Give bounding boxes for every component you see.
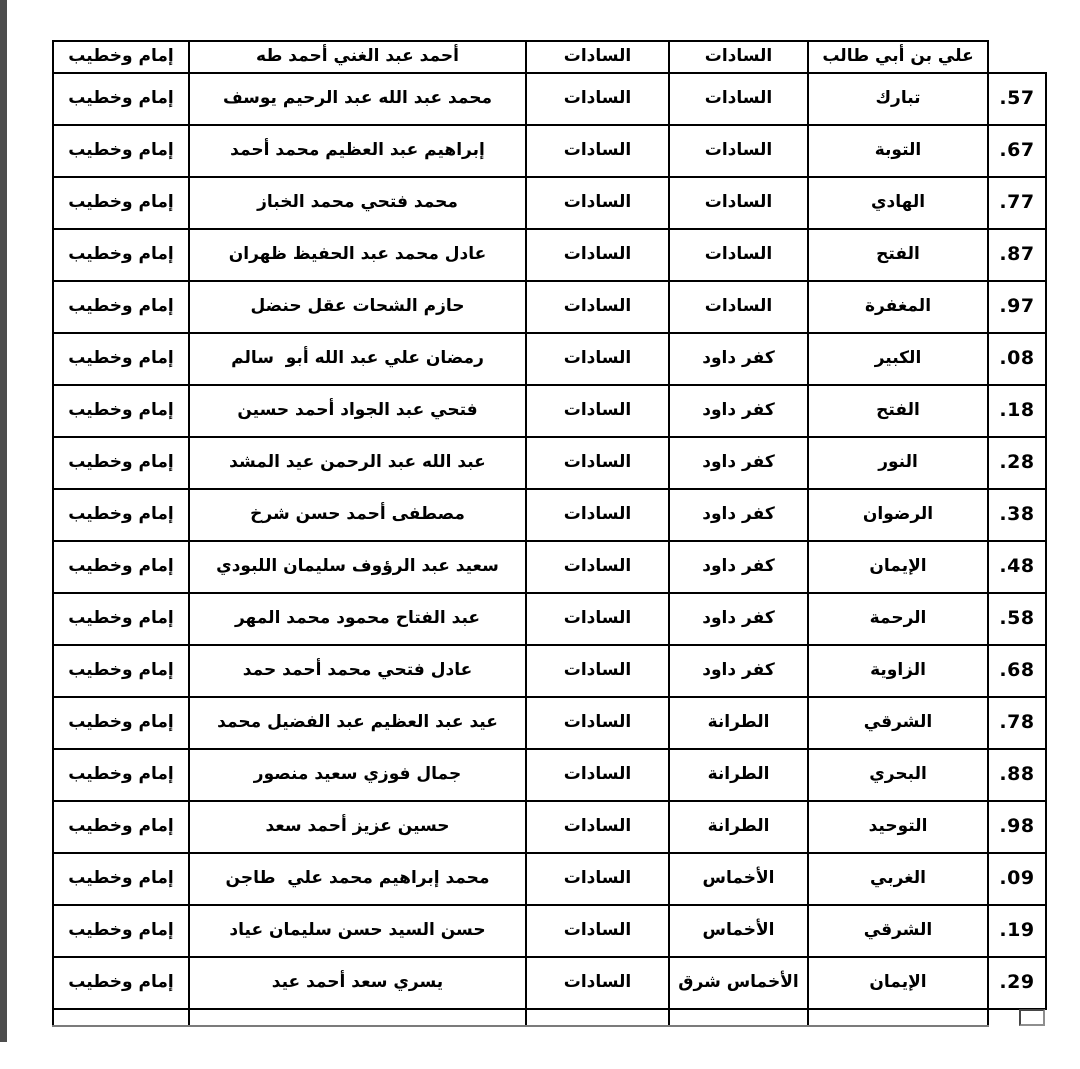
number-cell bbox=[988, 489, 1046, 541]
table-row bbox=[53, 593, 1046, 645]
job-cell: إمام وخطيب bbox=[53, 645, 189, 697]
administration-cell: السادات bbox=[526, 177, 669, 229]
name-cell: سعيد عبد الرؤوف سليمان اللبودي bbox=[189, 541, 526, 593]
district-cell: الأخماس bbox=[669, 905, 808, 957]
number-cell bbox=[988, 229, 1046, 281]
district-cell: السادات bbox=[669, 281, 808, 333]
mosque-cell: النور bbox=[808, 437, 988, 489]
administration-cell: السادات bbox=[526, 541, 669, 593]
name-cell: عادل فتحي محمد أحمد حمد bbox=[189, 645, 526, 697]
table-row bbox=[53, 645, 1046, 697]
mosque-cell: الغربي bbox=[808, 853, 988, 905]
number-cell bbox=[988, 957, 1046, 1009]
name-cell: حسن السيد حسن سليمان عياد bbox=[189, 905, 526, 957]
district-cell: السادات bbox=[669, 177, 808, 229]
row-number: .57 bbox=[999, 87, 1035, 110]
administration-cell: السادات bbox=[526, 333, 669, 385]
number-cell bbox=[988, 541, 1046, 593]
district-cell: السادات bbox=[669, 73, 808, 125]
row-number: .77 bbox=[999, 191, 1035, 214]
imams-table-body bbox=[53, 41, 1046, 1026]
row-number: .28 bbox=[999, 451, 1035, 474]
administration-cell: السادات bbox=[526, 645, 669, 697]
job-cell: إمام وخطيب bbox=[53, 177, 189, 229]
name-cell: إبراهيم عبد العظيم محمد أحمد bbox=[189, 125, 526, 177]
district-cell: الطرانة bbox=[669, 749, 808, 801]
administration-cell: السادات bbox=[526, 281, 669, 333]
district-cell: السادات bbox=[669, 229, 808, 281]
mosque-cell: الهادي bbox=[808, 177, 988, 229]
job-cell: إمام وخطيب bbox=[53, 385, 189, 437]
administration-cell: السادات bbox=[526, 41, 669, 73]
district-cell: كفر داود bbox=[669, 593, 808, 645]
district-cell: الأخماس bbox=[669, 853, 808, 905]
mosque-cell: علي بن أبي طالب bbox=[808, 41, 988, 73]
mosque-cell: الزاوية bbox=[808, 645, 988, 697]
row-number: .98 bbox=[999, 815, 1035, 838]
district-cell: كفر داود bbox=[669, 541, 808, 593]
mosque-cell: الفتح bbox=[808, 385, 988, 437]
job-cell: إمام وخطيب bbox=[53, 749, 189, 801]
district-cell: كفر داود bbox=[669, 385, 808, 437]
administration-cell: السادات bbox=[526, 489, 669, 541]
row-number: .87 bbox=[999, 243, 1035, 266]
table-row bbox=[53, 801, 1046, 853]
name-cell: مصطفى أحمد حسن شرخ bbox=[189, 489, 526, 541]
mosque-cell: الإيمان bbox=[808, 957, 988, 1009]
job-cell: إمام وخطيب bbox=[53, 41, 189, 73]
administration-cell: السادات bbox=[526, 437, 669, 489]
mosque-cell: المغفرة bbox=[808, 281, 988, 333]
job-cell: إمام وخطيب bbox=[53, 489, 189, 541]
row-number: .68 bbox=[999, 659, 1035, 682]
name-cell: حسين عزيز أحمد سعد bbox=[189, 801, 526, 853]
administration-cell: السادات bbox=[526, 385, 669, 437]
row-number: .48 bbox=[999, 555, 1035, 578]
table-row bbox=[53, 385, 1046, 437]
mosque-cell bbox=[808, 1009, 988, 1026]
mosque-cell: الفتح bbox=[808, 229, 988, 281]
administration-cell: السادات bbox=[526, 853, 669, 905]
job-cell: إمام وخطيب bbox=[53, 73, 189, 125]
row-number: .88 bbox=[999, 763, 1035, 786]
district-cell: الطرانة bbox=[669, 801, 808, 853]
job-cell: إمام وخطيب bbox=[53, 333, 189, 385]
number-cell bbox=[988, 385, 1046, 437]
administration-cell: السادات bbox=[526, 957, 669, 1009]
administration-cell: السادات bbox=[526, 801, 669, 853]
row-number: .97 bbox=[999, 295, 1035, 318]
name-cell: فتحي عبد الجواد أحمد حسين bbox=[189, 385, 526, 437]
name-cell: عيد عبد العظيم عبد الفضيل محمد bbox=[189, 697, 526, 749]
administration-cell: السادات bbox=[526, 593, 669, 645]
name-cell: جمال فوزي سعيد منصور bbox=[189, 749, 526, 801]
name-cell: عبد الفتاح محمود محمد المهر bbox=[189, 593, 526, 645]
number-cell bbox=[988, 41, 1046, 73]
job-cell: إمام وخطيب bbox=[53, 437, 189, 489]
name-cell: رمضان علي عبد الله أبو سالم bbox=[189, 333, 526, 385]
job-cell: إمام وخطيب bbox=[53, 697, 189, 749]
mosque-cell: الإيمان bbox=[808, 541, 988, 593]
table-row bbox=[53, 489, 1046, 541]
job-cell: إمام وخطيب bbox=[53, 957, 189, 1009]
row-number: .08 bbox=[999, 347, 1035, 370]
mosque-cell: التوبة bbox=[808, 125, 988, 177]
district-cell: الأخماس شرق bbox=[669, 957, 808, 1009]
number-cell bbox=[988, 593, 1046, 645]
number-cell bbox=[988, 853, 1046, 905]
job-cell: إمام وخطيب bbox=[53, 281, 189, 333]
table-row bbox=[53, 437, 1046, 489]
table-row bbox=[53, 125, 1046, 177]
row-number: .09 bbox=[999, 867, 1035, 890]
table-row bbox=[53, 229, 1046, 281]
mosque-cell: الرحمة bbox=[808, 593, 988, 645]
table-row bbox=[53, 281, 1046, 333]
table-row-partial bbox=[53, 41, 1046, 73]
administration-cell: السادات bbox=[526, 905, 669, 957]
name-cell: حازم الشحات عقل حنضل bbox=[189, 281, 526, 333]
table-row bbox=[53, 697, 1046, 749]
district-cell: السادات bbox=[669, 41, 808, 73]
row-number: .58 bbox=[999, 607, 1035, 630]
administration-cell: السادات bbox=[526, 749, 669, 801]
district-cell: كفر داود bbox=[669, 645, 808, 697]
row-number: .67 bbox=[999, 139, 1035, 162]
table-row bbox=[53, 177, 1046, 229]
table-row bbox=[53, 333, 1046, 385]
number-cell bbox=[988, 697, 1046, 749]
mosque-cell: الشرقي bbox=[808, 905, 988, 957]
job-cell: إمام وخطيب bbox=[53, 125, 189, 177]
job-cell: إمام وخطيب bbox=[53, 541, 189, 593]
mosque-cell: التوحيد bbox=[808, 801, 988, 853]
table-row bbox=[53, 541, 1046, 593]
district-cell bbox=[669, 1009, 808, 1026]
row-number: .29 bbox=[999, 971, 1035, 994]
district-cell: كفر داود bbox=[669, 437, 808, 489]
mosque-cell: الرضوان bbox=[808, 489, 988, 541]
table-row bbox=[53, 73, 1046, 125]
number-cell bbox=[988, 437, 1046, 489]
next-row-number-cell-fragment bbox=[1019, 1009, 1045, 1026]
number-cell bbox=[988, 749, 1046, 801]
district-cell: السادات bbox=[669, 125, 808, 177]
job-cell: إمام وخطيب bbox=[53, 229, 189, 281]
district-cell: كفر داود bbox=[669, 333, 808, 385]
district-cell: كفر داود bbox=[669, 489, 808, 541]
name-cell: محمد عبد الله عبد الرحيم يوسف bbox=[189, 73, 526, 125]
name-cell: محمد إبراهيم محمد علي طاجن bbox=[189, 853, 526, 905]
imams-table bbox=[52, 40, 1047, 1027]
job-cell: إمام وخطيب bbox=[53, 801, 189, 853]
row-number: .18 bbox=[999, 399, 1035, 422]
row-number: .19 bbox=[999, 919, 1035, 942]
table-row bbox=[53, 905, 1046, 957]
district-cell: الطرانة bbox=[669, 697, 808, 749]
administration-cell: السادات bbox=[526, 697, 669, 749]
table-row bbox=[53, 853, 1046, 905]
job-cell bbox=[53, 1009, 189, 1026]
name-cell bbox=[189, 1009, 526, 1026]
name-cell: يسري سعد أحمد عيد bbox=[189, 957, 526, 1009]
mosque-cell: تبارك bbox=[808, 73, 988, 125]
job-cell: إمام وخطيب bbox=[53, 853, 189, 905]
number-cell bbox=[988, 905, 1046, 957]
row-number: .78 bbox=[999, 711, 1035, 734]
name-cell: عادل محمد عبد الحفيظ ظهران bbox=[189, 229, 526, 281]
number-cell bbox=[988, 177, 1046, 229]
number-cell bbox=[988, 281, 1046, 333]
administration-cell bbox=[526, 1009, 669, 1026]
table-row-empty bbox=[53, 1009, 1046, 1026]
number-cell bbox=[988, 801, 1046, 853]
job-cell: إمام وخطيب bbox=[53, 905, 189, 957]
mosque-cell: الشرقي bbox=[808, 697, 988, 749]
name-cell: محمد فتحي محمد الخباز bbox=[189, 177, 526, 229]
name-cell: عبد الله عبد الرحمن عيد المشد bbox=[189, 437, 526, 489]
number-cell bbox=[988, 645, 1046, 697]
number-cell bbox=[988, 333, 1046, 385]
name-cell: أحمد عبد الغني أحمد طه bbox=[189, 41, 526, 73]
administration-cell: السادات bbox=[526, 229, 669, 281]
number-cell bbox=[988, 125, 1046, 177]
administration-cell: السادات bbox=[526, 125, 669, 177]
administration-cell: السادات bbox=[526, 73, 669, 125]
number-cell bbox=[988, 73, 1046, 125]
job-cell: إمام وخطيب bbox=[53, 593, 189, 645]
row-number: .38 bbox=[999, 503, 1035, 526]
mosque-cell: الكبير bbox=[808, 333, 988, 385]
table-row bbox=[53, 957, 1046, 1009]
page-left-edge bbox=[0, 0, 7, 1042]
mosque-cell: البحري bbox=[808, 749, 988, 801]
table-row bbox=[53, 749, 1046, 801]
